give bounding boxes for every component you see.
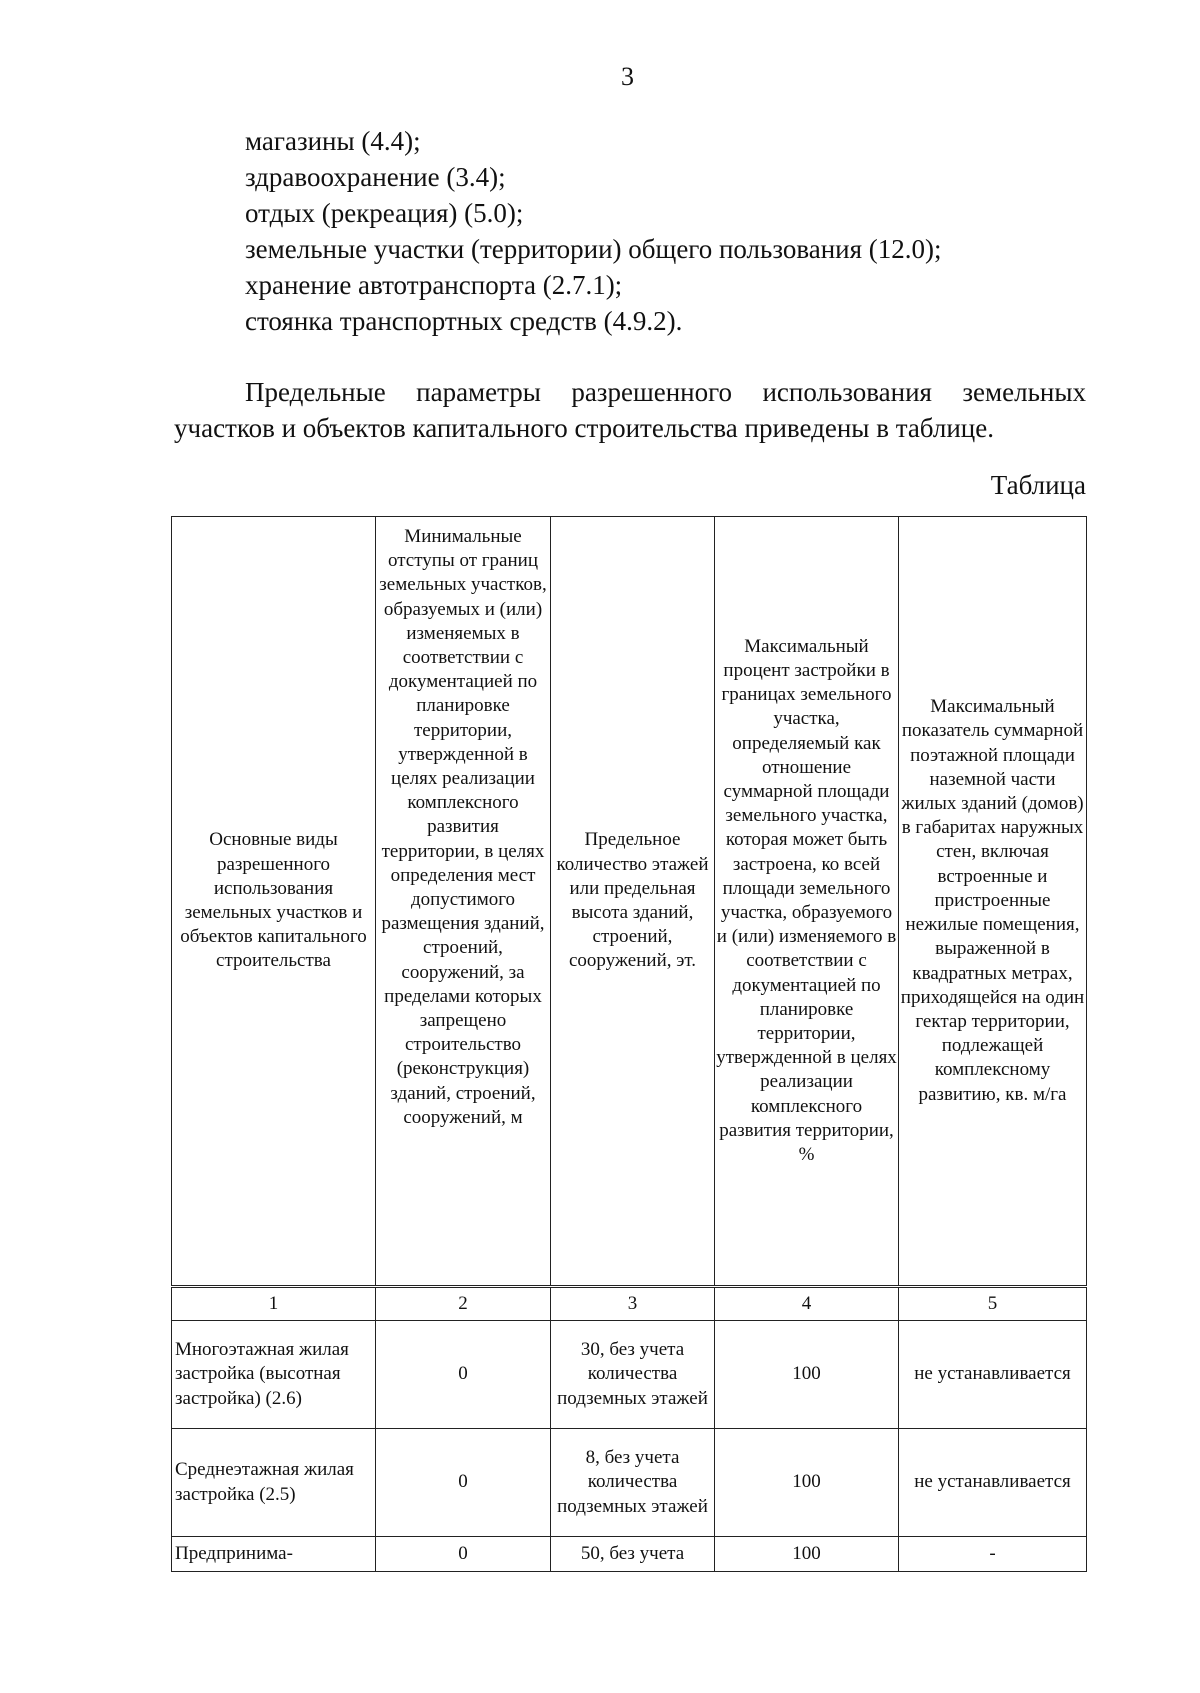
- column-number: 2: [376, 1287, 551, 1321]
- column-number-row: [172, 1287, 1087, 1321]
- permitted-uses-list: [245, 123, 942, 339]
- use-type-cell: Среднеэтажная жилая застройка (2.5): [172, 1429, 376, 1537]
- intro-paragraph: Предельные параметры разрешенного использования земельных участков и объектов капитального строительства приведены в таблице.: [174, 377, 1086, 443]
- building-percent-cell: 100: [715, 1321, 899, 1429]
- floors-cell: 8, без учета количества подземных этажей: [551, 1429, 715, 1537]
- list-item: магазины (4.4);: [245, 126, 421, 156]
- parameters-table: [171, 516, 1087, 1572]
- table-row: [172, 1321, 1087, 1429]
- floors-cell: 50, без учета: [551, 1537, 715, 1572]
- column-number: 4: [715, 1287, 899, 1321]
- setback-cell: 0: [376, 1537, 551, 1572]
- list-item: стоянка транспортных средств (4.9.2).: [245, 306, 683, 336]
- floor-area-cell: не устанавливается: [899, 1429, 1087, 1537]
- use-type-cell: Многоэтажная жилая застройка (высотная застройка) (2.6): [172, 1321, 376, 1429]
- list-item: хранение автотранспорта (2.7.1);: [245, 270, 623, 300]
- table-header-row: [172, 517, 1087, 1287]
- column-number: 1: [172, 1287, 376, 1321]
- header-cell-floors: Предельное количество этажей или предельная высота зданий, строений, сооружений, эт.: [551, 517, 715, 1287]
- list-item: здравоохранение (3.4);: [245, 162, 506, 192]
- building-percent-cell: 100: [715, 1537, 899, 1572]
- floors-cell: 30, без учета количества подземных этажей: [551, 1321, 715, 1429]
- column-number: 5: [899, 1287, 1087, 1321]
- table-row: [172, 1429, 1087, 1537]
- use-type-cell: Предпринима-: [172, 1537, 376, 1572]
- floor-area-cell: -: [899, 1537, 1087, 1572]
- header-cell-floor-area: Максимальный показатель суммарной поэтажной площади наземной части жилых зданий (домов) в габаритах наружных стен, включая встроенные и пристроенные нежилые помещения, выраженной в квадратных метрах, приходящейся на один гектар территории, подлежащей комплексному развитию, кв. м/га: [899, 517, 1087, 1287]
- list-item: земельные участки (территории) общего пользования (12.0);: [245, 234, 942, 264]
- table-row: [172, 1537, 1087, 1572]
- table-caption: Таблица: [990, 470, 1086, 500]
- floor-area-cell: не устанавливается: [899, 1321, 1087, 1429]
- list-item: отдых (рекреация) (5.0);: [245, 198, 524, 228]
- header-cell-building-percent: Максимальный процент застройки в границах земельного участка, определяемый как отношение суммарной площади земельного участка, которая может быть застроена, ко всей площади земельного участка, образуемого и (или) изменяемого в соответствии с документацией по планировке территории, утвержденной в целях реализации комплексного развития территории, %: [715, 517, 899, 1287]
- setback-cell: 0: [376, 1321, 551, 1429]
- column-number: 3: [551, 1287, 715, 1321]
- header-cell-setbacks: Минимальные отступы от границ земельных участков, образуемых и (или) изменяемых в соответствии с документацией по планировке территории, утвержденной в целях реализации комплексного развития территории, в целях определения мест допустимого размещения зданий, строений, сооружений, за пределами которых запрещено строительство (реконструкция) зданий, строений, сооружений, м: [376, 517, 551, 1287]
- page-number: 3: [621, 62, 634, 91]
- building-percent-cell: 100: [715, 1429, 899, 1537]
- setback-cell: 0: [376, 1429, 551, 1537]
- header-cell-use-types: Основные виды разрешенного использования земельных участков и объектов капитального строительства: [172, 517, 376, 1287]
